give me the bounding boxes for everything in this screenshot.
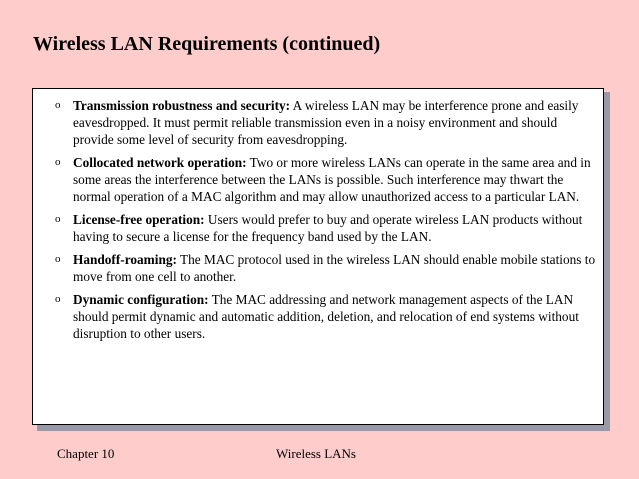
bullet-text: A wireless LAN may be interference prone and easily eavesdropped. It must permit reliable transmission even in a noisy environment and should provide some level of security from eavesdropping. xyxy=(73,98,579,147)
slide-title: Wireless LAN Requirements (continued) xyxy=(33,33,381,55)
bullet-term: License-free operation: xyxy=(73,212,205,227)
bullet-term: Collocated network operation: xyxy=(73,155,247,170)
bullet-item-collocated-operation xyxy=(33,154,603,205)
footer-topic: Wireless LANs xyxy=(276,446,356,461)
bullet-marker: o xyxy=(55,213,61,225)
bullet-item-transmission-robustness xyxy=(33,97,603,148)
footer-chapter: Chapter 10 xyxy=(57,446,115,461)
bullet-item-handoff-roaming xyxy=(33,251,603,285)
bullet-list xyxy=(33,97,603,348)
content-box xyxy=(32,88,604,425)
bullet-term: Handoff-roaming: xyxy=(73,252,177,267)
bullet-marker: o xyxy=(55,253,61,265)
bullet-text: The MAC protocol used in the wireless LAN should enable mobile stations to move from one cell to another. xyxy=(73,252,596,284)
bullet-item-license-free xyxy=(33,211,603,245)
bullet-marker: o xyxy=(55,99,61,111)
bullet-text: Users would prefer to buy and operate wireless LAN products without having to secure a license for the frequency band used by the LAN. xyxy=(73,212,583,244)
bullet-item-dynamic-configuration xyxy=(33,291,603,342)
bullet-marker: o xyxy=(55,293,61,305)
bullet-text: The MAC addressing and network management aspects of the LAN should permit dynamic and automatic addition, deletion, and relocation of end systems without disruption to other users. xyxy=(73,292,579,341)
bullet-term: Dynamic configuration: xyxy=(73,292,209,307)
bullet-text: Two or more wireless LANs can operate in the same area and in some areas the interference between the LANs is possible. Such interference may thwart the normal operation of a MAC algorithm and may allow unauthorized access to a particular LAN. xyxy=(73,155,591,204)
bullet-marker: o xyxy=(55,156,61,168)
bullet-term: Transmission robustness and security: xyxy=(73,98,291,113)
